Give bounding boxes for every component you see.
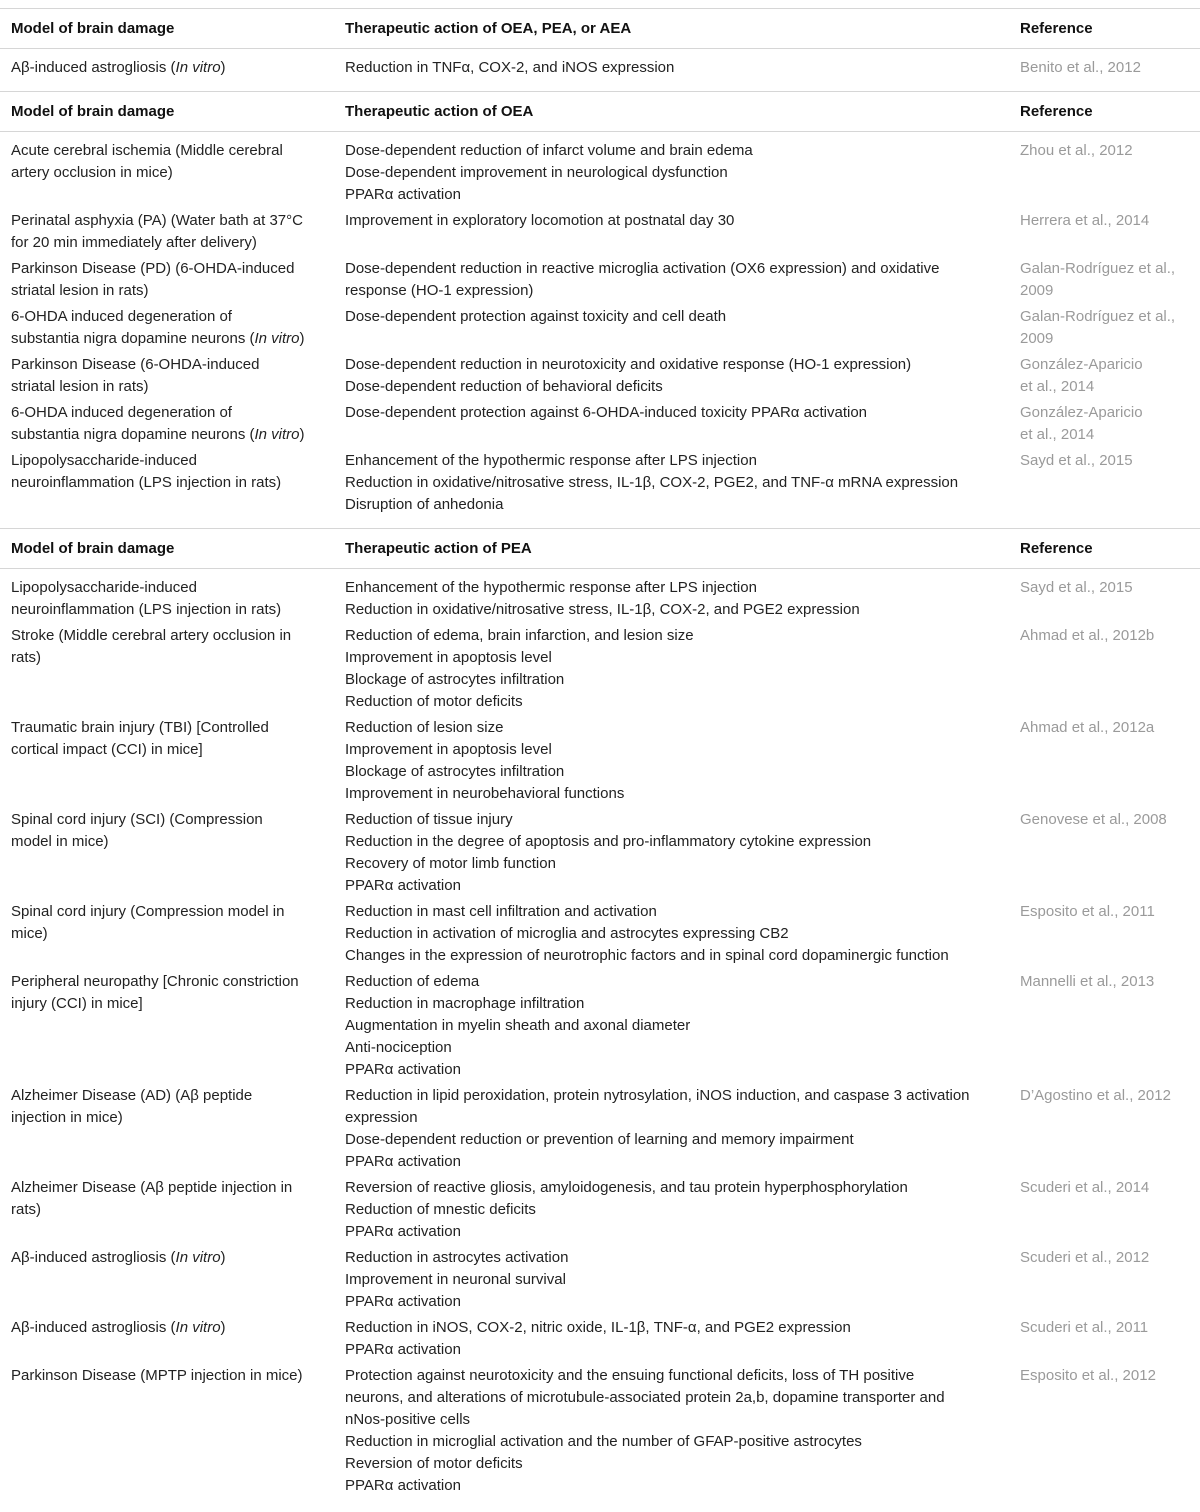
action-text: Enhancement of the hypothermic response after LPS injection xyxy=(345,579,757,596)
header-model: Model of brain damage xyxy=(11,540,175,557)
model-cell xyxy=(0,1247,334,1313)
action-text: Dose-dependent protection against 6-OHDA-induced toxicity PPARα activation xyxy=(345,404,867,421)
reference-text: Herrera et al., 2014 xyxy=(1020,212,1150,229)
action-text: Dose-dependent improvement in neurological dysfunction xyxy=(345,164,728,181)
reference-text: Mannelli et al., 2013 xyxy=(1020,973,1155,990)
table-section xyxy=(0,8,1200,91)
model-cell xyxy=(0,901,334,967)
reference-cell xyxy=(1020,354,1200,398)
header-action: Therapeutic action of PEA xyxy=(345,540,532,557)
model-cell xyxy=(0,577,334,621)
action-text: Reduction of lesion size xyxy=(345,719,504,736)
table-header-row xyxy=(0,9,1200,48)
action-cell xyxy=(334,809,1020,897)
model-text: for 20 min immediately after delivery) xyxy=(11,234,257,251)
action-text: PPARα activation xyxy=(345,1477,461,1494)
action-text: Dose-dependent protection against toxicity and cell death xyxy=(345,308,727,325)
table-row xyxy=(0,809,1200,901)
model-cell xyxy=(0,258,334,302)
reference-cell xyxy=(1020,57,1200,79)
action-text: Improvement in neuronal survival xyxy=(345,1271,566,1288)
action-text: Reduction in the degree of apoptosis and pro-inflammatory cytokine expression xyxy=(345,833,872,850)
reference-text: D’Agostino et al., 2012 xyxy=(1020,1087,1171,1104)
model-text: substantia nigra dopamine neurons (In vitro) xyxy=(11,426,305,443)
table-row xyxy=(0,258,1200,306)
model-text: rats) xyxy=(11,1201,41,1218)
action-text: Improvement in exploratory locomotion at postnatal day 30 xyxy=(345,212,735,229)
action-text: neurons, and alterations of microtubule-associated protein 2a,b, dopamine transporter and xyxy=(345,1389,945,1406)
reference-text: Galan-Rodríguez et al., xyxy=(1020,260,1176,277)
action-text: Augmentation in myelin sheath and axonal diameter xyxy=(345,1017,691,1034)
action-text: Enhancement of the hypothermic response after LPS injection xyxy=(345,452,757,469)
data-table xyxy=(0,8,1200,1509)
model-cell xyxy=(0,210,334,254)
table-header-row xyxy=(0,529,1200,568)
action-text: Reduction of tissue injury xyxy=(345,811,513,828)
table-row xyxy=(0,306,1200,354)
action-text: Dose-dependent reduction or prevention of learning and memory impairment xyxy=(345,1131,854,1148)
header-action: Therapeutic action of OEA, PEA, or AEA xyxy=(345,20,632,37)
reference-text: et al., 2014 xyxy=(1020,426,1095,443)
action-cell xyxy=(334,577,1020,621)
action-cell xyxy=(334,717,1020,805)
action-text: Reduction in activation of microglia and astrocytes expressing CB2 xyxy=(345,925,789,942)
table-row xyxy=(0,1085,1200,1177)
action-text: PPARα activation xyxy=(345,1223,461,1240)
reference-cell xyxy=(1020,809,1200,897)
table-row xyxy=(0,1247,1200,1317)
reference-cell xyxy=(1020,1177,1200,1243)
reference-text: 2009 xyxy=(1020,282,1054,299)
reference-cell xyxy=(1020,971,1200,1081)
model-text: Aβ-induced astrogliosis (In vitro) xyxy=(11,1319,226,1336)
action-text: Reduction in oxidative/nitrosative stress, IL-1β, COX-2, and PGE2 expression xyxy=(345,601,860,618)
action-text: PPARα activation xyxy=(345,186,461,203)
action-text: PPARα activation xyxy=(345,1293,461,1310)
table-row xyxy=(0,354,1200,402)
action-cell xyxy=(334,1085,1020,1173)
action-cell xyxy=(334,1177,1020,1243)
reference-text: Sayd et al., 2015 xyxy=(1020,579,1133,596)
action-text: Changes in the expression of neurotrophic factors and in spinal cord dopaminergic function xyxy=(345,947,949,964)
model-cell xyxy=(0,1177,334,1243)
action-text: Blockage of astrocytes infiltration xyxy=(345,671,565,688)
action-text: Reduction in oxidative/nitrosative stress, IL-1β, COX-2, PGE2, and TNF-α mRNA expression xyxy=(345,474,959,491)
reference-cell xyxy=(1020,1247,1200,1313)
action-text: Disruption of anhedonia xyxy=(345,496,504,513)
action-text: Reduction in microglial activation and the number of GFAP-positive astrocytes xyxy=(345,1433,862,1450)
model-text: Lipopolysaccharide-induced xyxy=(11,579,197,596)
action-text: Reduction of edema, brain infarction, and lesion size xyxy=(345,627,694,644)
model-text: Parkinson Disease (PD) (6-OHDA-induced xyxy=(11,260,295,277)
reference-cell xyxy=(1020,901,1200,967)
action-cell xyxy=(334,971,1020,1081)
model-text: Lipopolysaccharide-induced xyxy=(11,452,197,469)
action-text: Anti-nociception xyxy=(345,1039,452,1056)
model-text: rats) xyxy=(11,649,41,666)
action-text: Reduction in iNOS, COX-2, nitric oxide, IL-1β, TNF-α, and PGE2 expression xyxy=(345,1319,851,1336)
action-cell xyxy=(334,140,1020,206)
model-cell xyxy=(0,57,334,79)
reference-text: González-Aparicio xyxy=(1020,356,1143,373)
table-row xyxy=(0,140,1200,210)
reference-cell xyxy=(1020,577,1200,621)
action-text: Dose-dependent reduction of behavioral deficits xyxy=(345,378,663,395)
action-text: Reduction in TNFα, COX-2, and iNOS expression xyxy=(345,59,675,76)
model-text: model in mice) xyxy=(11,833,109,850)
action-cell xyxy=(334,258,1020,302)
table-row xyxy=(0,450,1200,520)
header-model: Model of brain damage xyxy=(11,103,175,120)
reference-cell xyxy=(1020,140,1200,206)
action-text: PPARα activation xyxy=(345,877,461,894)
action-text: Blockage of astrocytes infiltration xyxy=(345,763,565,780)
action-cell xyxy=(334,625,1020,713)
model-cell xyxy=(0,140,334,206)
action-cell xyxy=(334,354,1020,398)
reference-text: Esposito et al., 2012 xyxy=(1020,1367,1156,1384)
model-cell xyxy=(0,1365,334,1497)
model-text: injection in mice) xyxy=(11,1109,123,1126)
reference-text: Ahmad et al., 2012b xyxy=(1020,627,1155,644)
reference-text: Zhou et al., 2012 xyxy=(1020,142,1133,159)
reference-cell xyxy=(1020,625,1200,713)
table-row xyxy=(0,971,1200,1085)
action-text: PPARα activation xyxy=(345,1341,461,1358)
model-text: Peripheral neuropathy [Chronic constriction xyxy=(11,973,299,990)
reference-cell xyxy=(1020,1085,1200,1173)
action-text: Dose-dependent reduction of infarct volume and brain edema xyxy=(345,142,753,159)
model-text: Parkinson Disease (MPTP injection in mice) xyxy=(11,1367,303,1384)
model-text: 6-OHDA induced degeneration of xyxy=(11,404,232,421)
model-text: Perinatal asphyxia (PA) (Water bath at 37°C xyxy=(11,212,303,229)
action-text: Improvement in apoptosis level xyxy=(345,649,552,666)
model-cell xyxy=(0,809,334,897)
reference-cell xyxy=(1020,402,1200,446)
reference-text: Scuderi et al., 2011 xyxy=(1020,1319,1149,1336)
action-cell xyxy=(334,306,1020,350)
table-row xyxy=(0,402,1200,450)
model-text: Parkinson Disease (6-OHDA-induced xyxy=(11,356,260,373)
action-text: response (HO-1 expression) xyxy=(345,282,534,299)
model-text: injury (CCI) in mice] xyxy=(11,995,143,1012)
action-text: Reversion of reactive gliosis, amyloidogenesis, and tau protein hyperphosphorylation xyxy=(345,1179,908,1196)
model-text: Alzheimer Disease (AD) (Aβ peptide xyxy=(11,1087,253,1104)
model-text: Alzheimer Disease (Aβ peptide injection in xyxy=(11,1179,293,1196)
header-reference: Reference xyxy=(1020,20,1093,37)
header-model: Model of brain damage xyxy=(11,20,175,37)
header-reference: Reference xyxy=(1020,103,1093,120)
action-cell xyxy=(334,1317,1020,1361)
model-cell xyxy=(0,306,334,350)
header-reference: Reference xyxy=(1020,540,1093,557)
model-cell xyxy=(0,971,334,1081)
action-cell xyxy=(334,901,1020,967)
model-text: Traumatic brain injury (TBI) [Controlled xyxy=(11,719,269,736)
model-text: Stroke (Middle cerebral artery occlusion in xyxy=(11,627,292,644)
action-cell xyxy=(334,1365,1020,1497)
table-section xyxy=(0,91,1200,528)
reference-text: Sayd et al., 2015 xyxy=(1020,452,1133,469)
model-text: neuroinflammation (LPS injection in rats) xyxy=(11,474,282,491)
model-text: neuroinflammation (LPS injection in rats) xyxy=(11,601,282,618)
action-text: Reduction in astrocytes activation xyxy=(345,1249,569,1266)
action-text: Reduction of mnestic deficits xyxy=(345,1201,536,1218)
reference-cell xyxy=(1020,450,1200,516)
action-cell xyxy=(334,450,1020,516)
table-row xyxy=(0,625,1200,717)
action-text: PPARα activation xyxy=(345,1061,461,1078)
action-text: Reduction in macrophage infiltration xyxy=(345,995,585,1012)
model-cell xyxy=(0,717,334,805)
reference-cell xyxy=(1020,1365,1200,1497)
action-text: Recovery of motor limb function xyxy=(345,855,556,872)
reference-text: 2009 xyxy=(1020,330,1054,347)
action-cell xyxy=(334,210,1020,254)
model-text: 6-OHDA induced degeneration of xyxy=(11,308,232,325)
table-row xyxy=(0,717,1200,809)
model-text: Spinal cord injury (Compression model in xyxy=(11,903,285,920)
header-action: Therapeutic action of OEA xyxy=(345,103,534,120)
model-cell xyxy=(0,1317,334,1361)
table-row xyxy=(0,210,1200,258)
table-row xyxy=(0,1177,1200,1247)
model-text: Aβ-induced astrogliosis (In vitro) xyxy=(11,1249,226,1266)
action-cell xyxy=(334,402,1020,446)
reference-text: Ahmad et al., 2012a xyxy=(1020,719,1155,736)
reference-text: Esposito et al., 2011 xyxy=(1020,903,1155,920)
action-text: Reversion of motor deficits xyxy=(345,1455,523,1472)
reference-cell xyxy=(1020,258,1200,302)
action-cell xyxy=(334,57,1020,79)
action-cell xyxy=(334,1247,1020,1313)
model-text: mice) xyxy=(11,925,48,942)
reference-text: Benito et al., 2012 xyxy=(1020,59,1141,76)
model-text: substantia nigra dopamine neurons (In vitro) xyxy=(11,330,305,347)
table-row xyxy=(0,1317,1200,1365)
action-text: expression xyxy=(345,1109,418,1126)
action-text: Improvement in apoptosis level xyxy=(345,741,552,758)
table-row xyxy=(0,901,1200,971)
action-text: Improvement in neurobehavioral functions xyxy=(345,785,625,802)
model-text: Acute cerebral ischemia (Middle cerebral xyxy=(11,142,283,159)
action-text: PPARα activation xyxy=(345,1153,461,1170)
model-text: striatal lesion in rats) xyxy=(11,378,149,395)
action-text: Protection against neurotoxicity and the ensuing functional deficits, loss of TH positive xyxy=(345,1367,915,1384)
reference-text: González-Aparicio xyxy=(1020,404,1143,421)
model-cell xyxy=(0,450,334,516)
table-section xyxy=(0,528,1200,1509)
reference-text: Genovese et al., 2008 xyxy=(1020,811,1167,828)
reference-text: et al., 2014 xyxy=(1020,378,1095,395)
action-text: Reduction of edema xyxy=(345,973,480,990)
reference-text: Galan-Rodríguez et al., xyxy=(1020,308,1176,325)
model-text: Aβ-induced astrogliosis (In vitro) xyxy=(11,59,226,76)
model-cell xyxy=(0,354,334,398)
reference-text: Scuderi et al., 2014 xyxy=(1020,1179,1150,1196)
action-text: Reduction of motor deficits xyxy=(345,693,523,710)
reference-cell xyxy=(1020,210,1200,254)
reference-cell xyxy=(1020,1317,1200,1361)
model-text: striatal lesion in rats) xyxy=(11,282,149,299)
model-cell xyxy=(0,625,334,713)
action-text: Dose-dependent reduction in reactive microglia activation (OX6 expression) and oxidative xyxy=(345,260,940,277)
model-cell xyxy=(0,402,334,446)
model-text: artery occlusion in mice) xyxy=(11,164,173,181)
action-text: Reduction in lipid peroxidation, protein nytrosylation, iNOS induction, and caspase 3 activation xyxy=(345,1087,970,1104)
model-cell xyxy=(0,1085,334,1173)
action-text: Reduction in mast cell infiltration and activation xyxy=(345,903,657,920)
action-text: Dose-dependent reduction in neurotoxicity and oxidative response (HO-1 expression) xyxy=(345,356,912,373)
table-row xyxy=(0,1365,1200,1501)
table-row xyxy=(0,57,1200,83)
reference-cell xyxy=(1020,306,1200,350)
action-text: nNos-positive cells xyxy=(345,1411,471,1428)
table-row xyxy=(0,577,1200,625)
model-text: cortical impact (CCI) in mice] xyxy=(11,741,203,758)
table-header-row xyxy=(0,92,1200,131)
model-text: Spinal cord injury (SCI) (Compression xyxy=(11,811,263,828)
reference-text: Scuderi et al., 2012 xyxy=(1020,1249,1150,1266)
reference-cell xyxy=(1020,717,1200,805)
